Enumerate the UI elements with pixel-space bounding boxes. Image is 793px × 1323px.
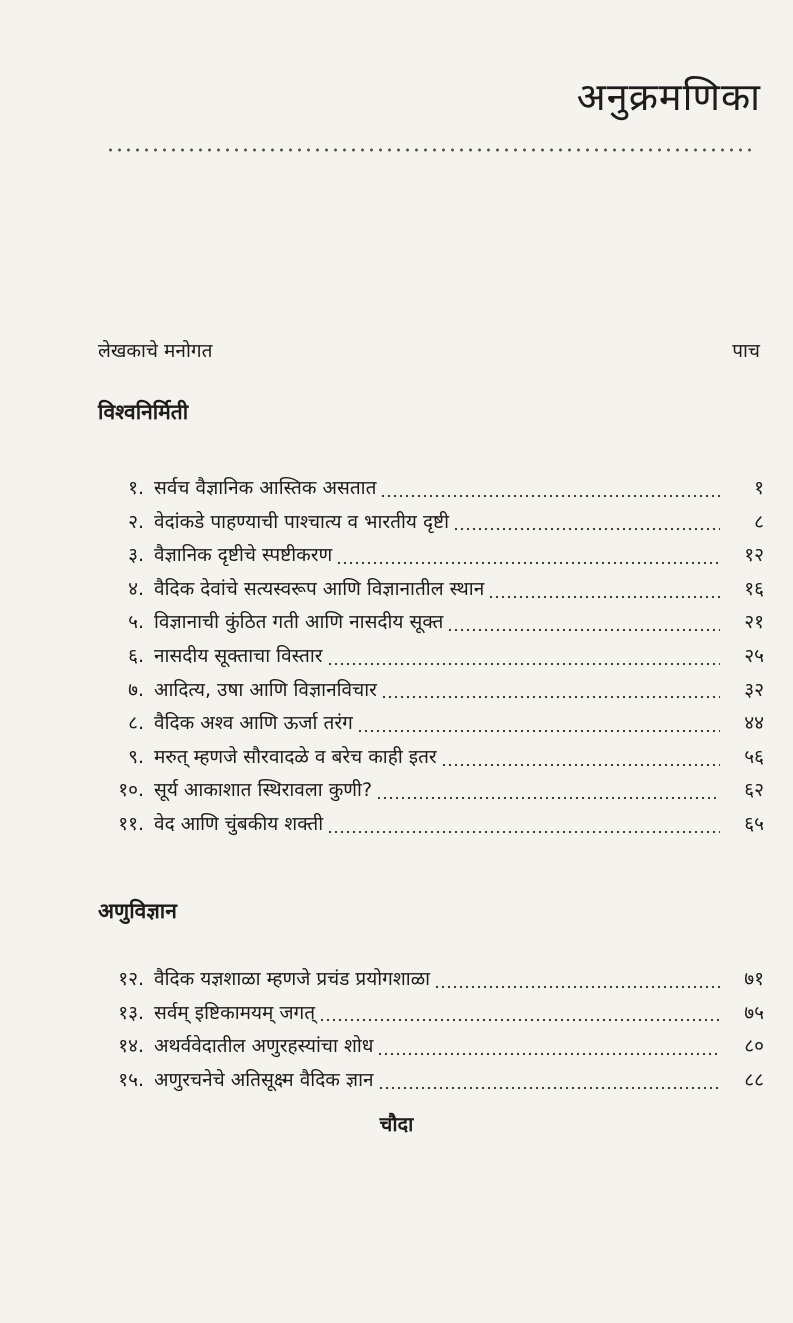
toc-entry <box>96 741 764 775</box>
entry-page: ६२ <box>744 779 764 802</box>
dot-leader <box>453 526 720 532</box>
preface-page: पाच <box>732 340 760 362</box>
entry-title: सर्वम् इष्टिकामयम् जगत् <box>154 1001 316 1024</box>
entry-number: १५. <box>118 1068 144 1091</box>
entry-page: २१ <box>744 611 764 634</box>
entry-title: वेदांकडे पाहण्याची पाश्चात्य व भारतीय दृष्टी <box>154 510 450 533</box>
entry-title: नासदीय सूक्ताचा विस्तार <box>154 644 323 667</box>
entry-number: १३. <box>118 1001 144 1024</box>
entry-page: ७५ <box>744 1001 764 1024</box>
preface-entry <box>98 337 760 363</box>
entry-title: अथर्ववेदातील अणुरहस्यांचा शोध <box>154 1035 374 1058</box>
toc-entry <box>96 1030 764 1064</box>
toc-entry <box>96 997 764 1031</box>
dot-leader <box>434 984 720 990</box>
toc-entry <box>96 573 764 607</box>
entry-page: १६ <box>744 577 764 600</box>
dot-leader <box>319 1017 720 1023</box>
entry-title: वैज्ञानिक दृष्टीचे स्पष्टीकरण <box>154 544 333 567</box>
entry-number: ११. <box>118 812 144 835</box>
dot-leader <box>488 594 720 600</box>
toc-entry <box>96 640 764 674</box>
page-title: अनुक्रमणिका <box>576 75 761 119</box>
entry-title: आदित्य, उषा आणि विज्ञानविचार <box>154 678 377 701</box>
dot-leader <box>377 1051 720 1057</box>
toc-entry <box>96 808 764 842</box>
entry-title: अणुरचनेचे अतिसूक्ष्म वैदिक ज्ञान <box>154 1068 374 1091</box>
entry-number: १४. <box>118 1035 144 1058</box>
entry-title: मरुत् म्हणजे सौरवादळे व बरेच काही इतर <box>154 745 437 768</box>
dot-leader <box>376 795 720 801</box>
section-heading: अणुविज्ञान <box>98 899 177 923</box>
entry-page: ५६ <box>744 745 764 768</box>
dot-leader <box>357 728 720 734</box>
dot-leader <box>378 1085 720 1091</box>
entry-number: ७. <box>128 678 144 701</box>
entry-number: ६. <box>128 644 144 667</box>
entry-number: १०. <box>118 779 144 802</box>
toc-entry <box>96 707 764 741</box>
entry-page: १ <box>754 477 764 499</box>
dot-leader <box>327 661 720 667</box>
entry-number: २. <box>128 510 144 533</box>
dot-leader <box>441 762 720 768</box>
toc-entry <box>96 674 764 708</box>
toc-list-section-1 <box>96 472 764 842</box>
dot-leader <box>336 560 720 566</box>
toc-entry <box>96 963 764 997</box>
entry-page: ८ <box>754 510 764 533</box>
entry-page: २५ <box>744 644 764 667</box>
toc-entry <box>96 606 764 640</box>
toc-entry <box>96 472 764 506</box>
entry-title: वैदिक देवांचे सत्यस्वरूप आणि विज्ञानातील स्थान <box>154 577 485 600</box>
entry-number: ८. <box>128 712 144 735</box>
dotted-rule <box>106 146 756 154</box>
entry-number: ५. <box>128 611 144 634</box>
entry-title: विज्ञानाची कुंठित गती आणि नासदीय सूक्त <box>154 611 444 634</box>
entry-title: वैदिक यज्ञशाळा म्हणजे प्रचंड प्रयोगशाळा <box>154 968 431 990</box>
section-heading: विश्वनिर्मिती <box>98 400 189 424</box>
toc-entry <box>96 539 764 573</box>
toc-entry <box>96 506 764 540</box>
toc-list-section-2 <box>96 963 764 1097</box>
toc-entry <box>96 774 764 808</box>
dot-leader <box>327 829 720 835</box>
entry-number: ९. <box>128 745 144 768</box>
entry-title: वेद आणि चुंबकीय शक्ती <box>154 812 324 835</box>
entry-page: ६५ <box>744 812 764 835</box>
entry-page: ३२ <box>744 678 764 701</box>
entry-number: १. <box>128 477 144 499</box>
entry-page: ७१ <box>744 968 764 990</box>
entry-page: ४४ <box>744 712 764 735</box>
entry-page: १२ <box>744 544 764 567</box>
dot-leader <box>447 627 720 633</box>
entry-page: ८० <box>744 1035 764 1058</box>
toc-entry <box>96 1064 764 1098</box>
dot-leader <box>380 493 720 499</box>
entry-title: सूर्य आकाशात स्थिरावला कुणी? <box>154 779 373 802</box>
entry-number: १२. <box>118 968 144 990</box>
entry-title: सर्वच वैज्ञानिक आस्तिक असतात <box>154 477 377 499</box>
entry-number: ४. <box>128 577 144 600</box>
entry-page: ८८ <box>744 1068 764 1091</box>
entry-title: वैदिक अश्‍व आणि ऊर्जा तरंग <box>154 712 353 735</box>
preface-title: लेखकाचे मनोगत <box>98 340 213 362</box>
dot-leader <box>381 694 720 700</box>
entry-number: ३. <box>128 544 144 567</box>
page-folio: चौदा <box>379 1112 414 1136</box>
